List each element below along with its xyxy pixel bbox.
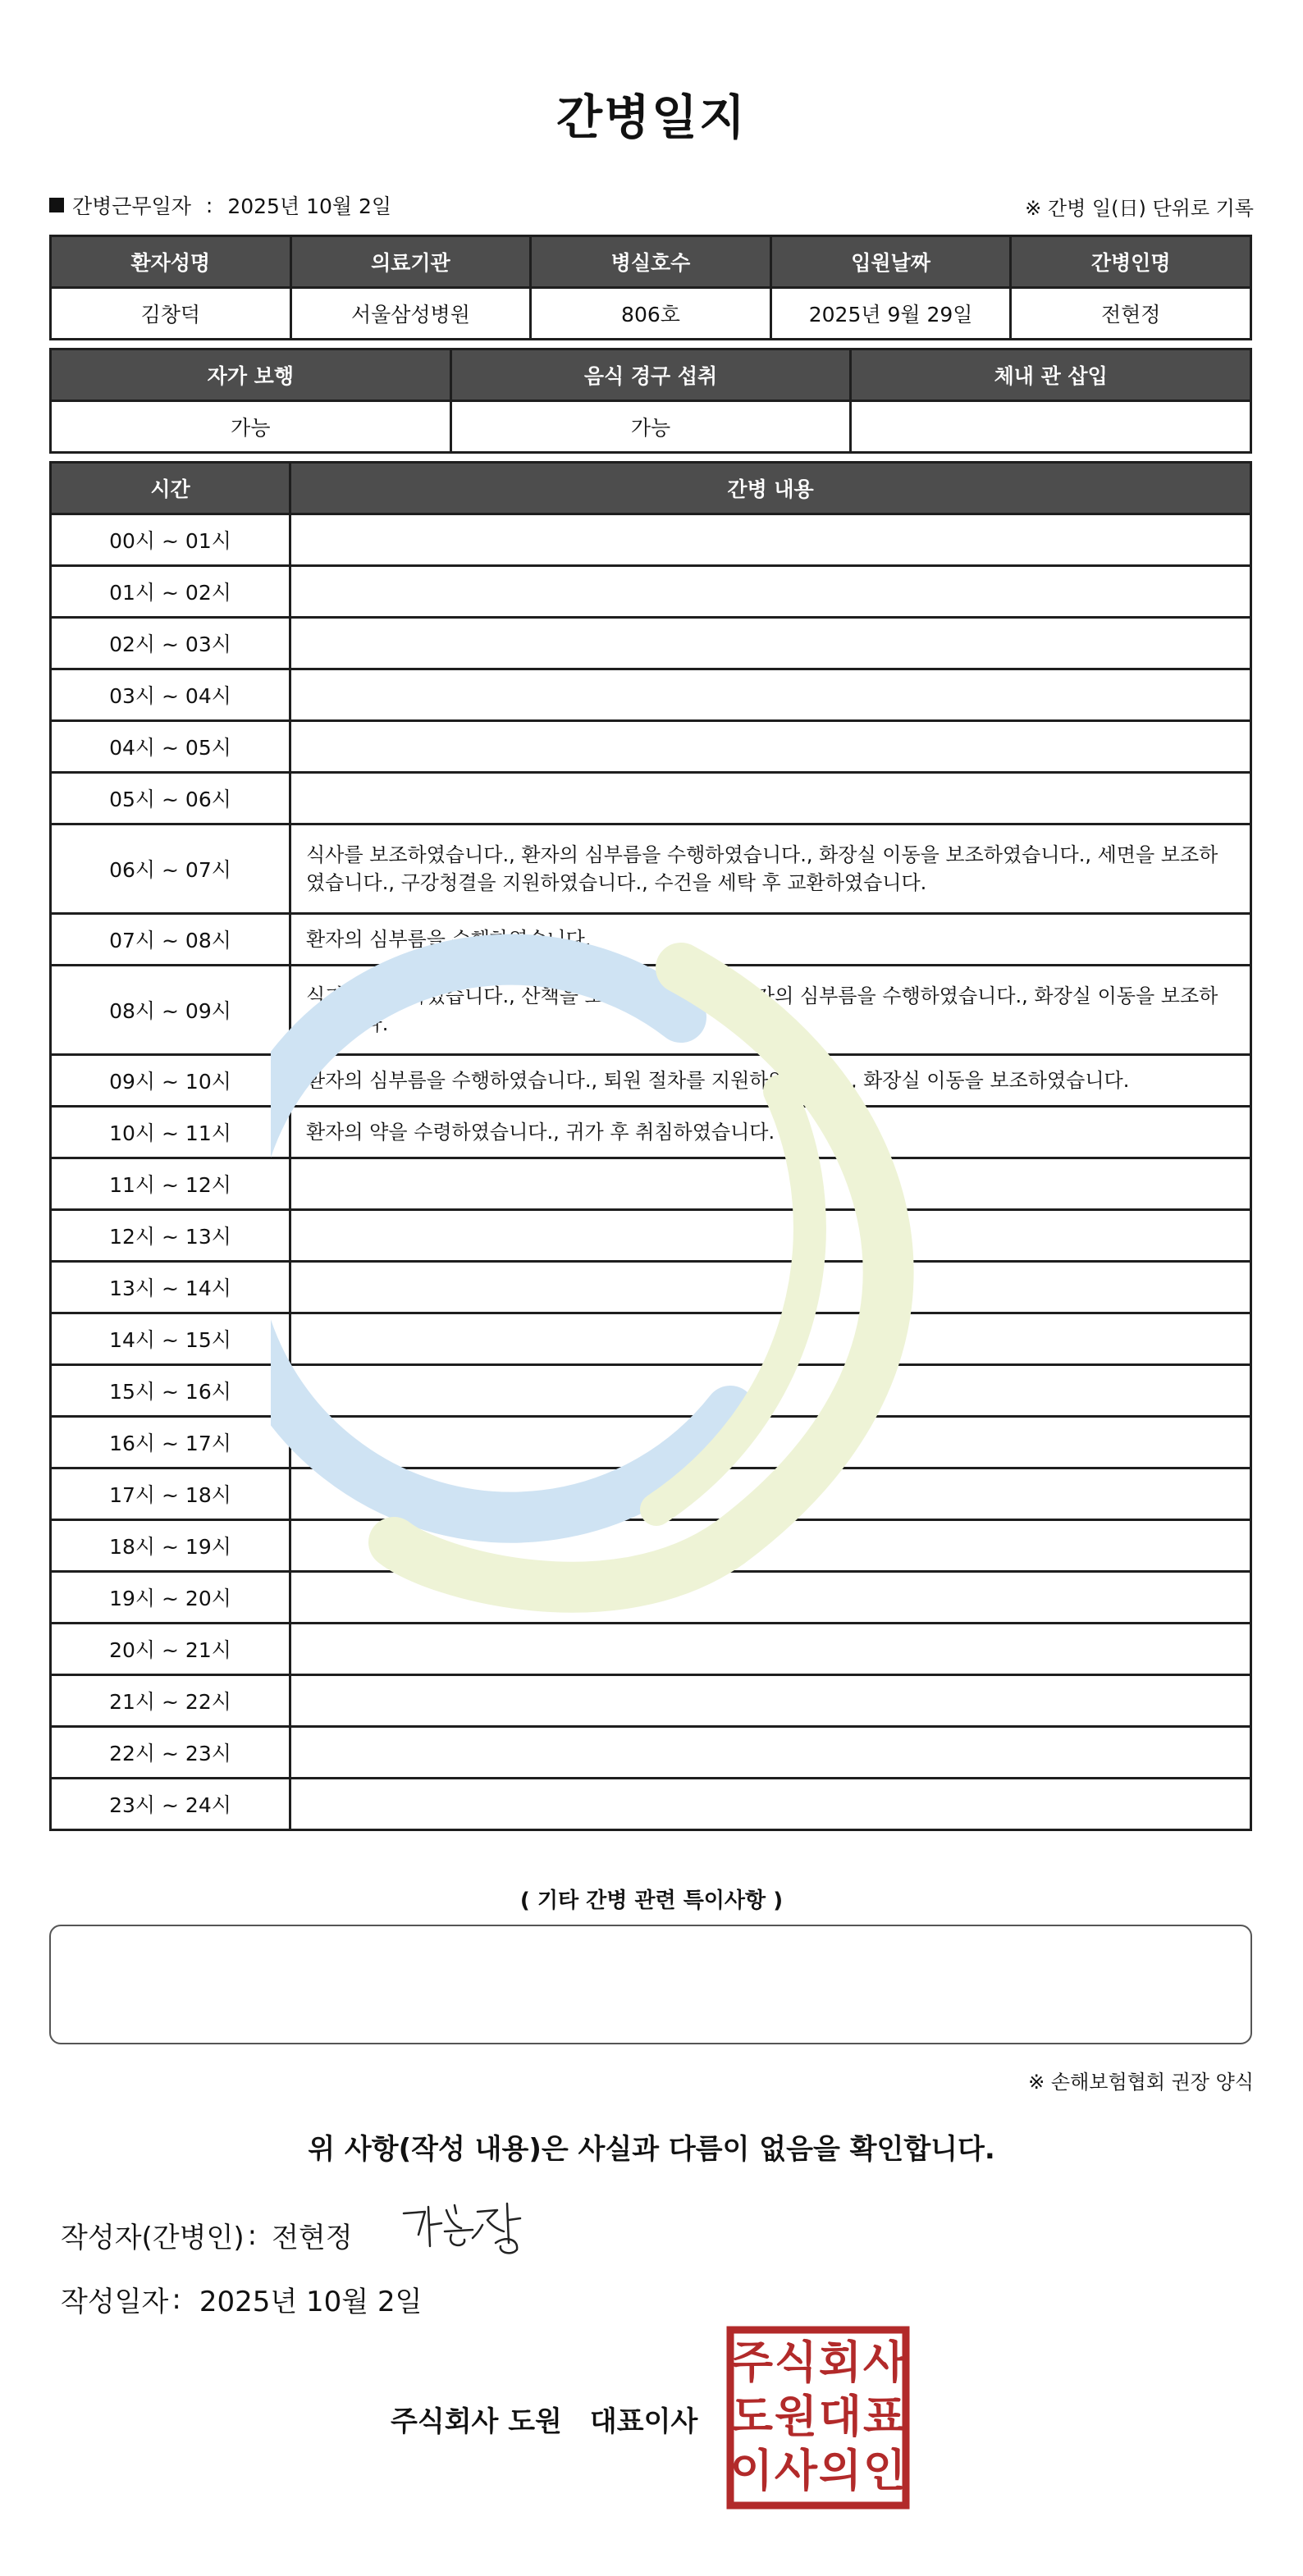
log-content-cell	[290, 721, 1251, 773]
log-time-cell: 11시 ~ 12시	[51, 1158, 290, 1210]
log-content-cell: 환자의 약을 수령하였습니다., 귀가 후 취침하였습니다.	[290, 1107, 1251, 1158]
log-content-cell	[290, 1675, 1251, 1727]
log-row	[51, 514, 1251, 566]
svg-text:인: 인	[862, 2445, 907, 2496]
log-content-cell	[290, 1313, 1251, 1365]
log-time-cell: 05시 ~ 06시	[51, 773, 290, 824]
header-patient-name: 환자성명	[51, 236, 291, 288]
log-time-cell: 22시 ~ 23시	[51, 1727, 290, 1779]
log-row	[51, 1158, 1251, 1210]
written-date-row	[61, 2279, 422, 2319]
log-time-cell: 12시 ~ 13시	[51, 1210, 290, 1262]
patient-name-value: 김창덕	[51, 288, 291, 340]
svg-text:표: 표	[862, 2391, 907, 2442]
tube-insertion-value	[851, 401, 1251, 453]
log-time-cell: 20시 ~ 21시	[51, 1624, 290, 1675]
work-date-label: 간병근무일자	[72, 194, 191, 218]
header-hospital: 의료기관	[290, 236, 531, 288]
log-content-cell: 환자의 심부름을 수행하였습니다.	[290, 914, 1251, 966]
log-row	[51, 966, 1251, 1055]
log-row	[51, 1365, 1251, 1417]
svg-text:대: 대	[818, 2391, 862, 2442]
work-date-value: 2025년 10월 2일	[227, 194, 392, 218]
log-time-cell: 00시 ~ 01시	[51, 514, 290, 566]
log-row	[51, 669, 1251, 721]
log-row	[51, 1675, 1251, 1727]
header-self-walking: 자가 보행	[51, 349, 451, 401]
room-value: 806호	[531, 288, 771, 340]
svg-text:식: 식	[774, 2336, 818, 2388]
log-content-cell	[290, 1572, 1251, 1624]
header-care-content: 간병 내용	[290, 463, 1251, 514]
abilities-header-row	[51, 349, 1251, 401]
svg-text:사: 사	[862, 2336, 907, 2388]
svg-text:원: 원	[774, 2391, 818, 2442]
log-row	[51, 1468, 1251, 1520]
log-row	[51, 1727, 1251, 1779]
log-header-row	[51, 463, 1251, 514]
log-content-cell: 환자의 심부름을 수행하였습니다., 퇴원 절차를 지원하였습니다., 화장실 이동을 보조하였습니다.	[290, 1055, 1251, 1107]
log-row	[51, 1520, 1251, 1572]
svg-text:회: 회	[818, 2336, 862, 2388]
hospital-value: 서울삼성병원	[290, 288, 531, 340]
confirmation-statement: 위 사항(작성 내용)은 사실과 다름이 없음을 확인합니다.	[308, 2133, 995, 2166]
written-date-value: 2025년 10월 2일	[199, 2286, 423, 2318]
log-time-cell: 04시 ~ 05시	[51, 721, 290, 773]
log-content-cell	[290, 1417, 1251, 1468]
patient-info-table	[49, 235, 1252, 340]
writer-name: 전현정	[272, 2222, 353, 2254]
log-content-cell	[290, 1779, 1251, 1830]
log-time-cell: 03시 ~ 04시	[51, 669, 290, 721]
log-time-cell: 01시 ~ 02시	[51, 566, 290, 618]
log-content-cell	[290, 566, 1251, 618]
bullet-square-icon	[49, 198, 64, 212]
signature-image	[397, 2195, 553, 2261]
self-walking-value: 가능	[51, 401, 451, 453]
company-name: 주식회사 도원	[391, 2405, 562, 2438]
log-content-cell	[290, 1727, 1251, 1779]
abilities-table	[49, 348, 1252, 454]
writer-colon: :	[247, 2218, 258, 2252]
writer-row	[61, 2215, 353, 2255]
log-time-cell: 19시 ~ 20시	[51, 1572, 290, 1624]
log-time-cell: 07시 ~ 08시	[51, 914, 290, 966]
log-content-cell	[290, 1210, 1251, 1262]
abilities-value-row	[51, 401, 1251, 453]
hourly-log-table	[49, 461, 1252, 1831]
header-caregiver-name: 간병인명	[1011, 236, 1251, 288]
log-content-cell	[290, 618, 1251, 669]
work-date-row	[49, 190, 391, 220]
header-tube-insertion: 체내 관 삽입	[851, 349, 1251, 401]
log-time-cell: 02시 ~ 03시	[51, 618, 290, 669]
log-content-cell	[290, 1468, 1251, 1520]
log-row	[51, 1779, 1251, 1830]
log-time-cell: 16시 ~ 17시	[51, 1417, 290, 1468]
header-oral-intake: 음식 경구 섭취	[450, 349, 851, 401]
log-content-cell	[290, 1624, 1251, 1675]
standard-note: ※ 손해보험협회 권장 양식	[1028, 2071, 1254, 2094]
log-time-cell: 14시 ~ 15시	[51, 1313, 290, 1365]
log-row	[51, 618, 1251, 669]
log-row	[51, 773, 1251, 824]
log-time-cell: 09시 ~ 10시	[51, 1055, 290, 1107]
log-content-cell: 식기를 반납하였습니다., 산책을 보조하였습니다., 환자의 심부름을 수행하였습니다., 화장실 이동을 보조하였습니다.	[290, 966, 1251, 1055]
log-row	[51, 1107, 1251, 1158]
writer-label: 작성자(간병인)	[61, 2222, 245, 2254]
svg-text:이: 이	[729, 2445, 774, 2496]
oral-intake-value: 가능	[450, 401, 851, 453]
log-time-cell: 10시 ~ 11시	[51, 1107, 290, 1158]
log-time-cell: 21시 ~ 22시	[51, 1675, 290, 1727]
log-content-cell	[290, 773, 1251, 824]
log-row	[51, 824, 1251, 914]
log-content-cell	[290, 1365, 1251, 1417]
patient-info-header-row	[51, 236, 1251, 288]
log-content-cell	[290, 514, 1251, 566]
notes-box	[49, 1925, 1252, 2044]
svg-text:도: 도	[729, 2391, 774, 2442]
caregiver-name-value: 전현정	[1011, 288, 1251, 340]
log-row	[51, 1210, 1251, 1262]
svg-text:주: 주	[729, 2336, 774, 2388]
company-signatory	[391, 2399, 697, 2439]
log-content-cell	[290, 1520, 1251, 1572]
written-date-label: 작성일자	[61, 2286, 169, 2318]
header-room: 병실호수	[531, 236, 771, 288]
notes-title: ( 기타 간병 관련 특이사항 )	[519, 1889, 784, 1913]
admission-date-value: 2025년 9월 29일	[770, 288, 1011, 340]
log-row	[51, 1624, 1251, 1675]
log-body	[51, 514, 1251, 1830]
patient-info-value-row	[51, 288, 1251, 340]
document-title: 간병일지	[555, 89, 748, 145]
unit-note: ※ 간병 일(日) 단위로 기록	[1025, 197, 1254, 220]
log-row	[51, 1572, 1251, 1624]
header-time: 시간	[51, 463, 290, 514]
log-row	[51, 1262, 1251, 1313]
log-content-cell: 식사를 보조하였습니다., 환자의 심부름을 수행하였습니다., 화장실 이동을 보조하였습니다., 세면을 보조하였습니다., 구강청결을 지원하였습니다., 수건을 세탁 후 교환하였습니다.	[290, 824, 1251, 914]
log-row	[51, 1313, 1251, 1365]
log-row	[51, 914, 1251, 966]
log-row	[51, 1055, 1251, 1107]
log-row	[51, 1417, 1251, 1468]
work-date-colon: :	[205, 193, 213, 217]
svg-text:의: 의	[818, 2445, 862, 2496]
log-content-cell	[290, 669, 1251, 721]
log-time-cell: 06시 ~ 07시	[51, 824, 290, 914]
log-time-cell: 18시 ~ 19시	[51, 1520, 290, 1572]
header-admission-date: 입원날짜	[770, 236, 1011, 288]
log-time-cell: 13시 ~ 14시	[51, 1262, 290, 1313]
log-time-cell: 15시 ~ 16시	[51, 1365, 290, 1417]
log-time-cell: 23시 ~ 24시	[51, 1779, 290, 1830]
log-time-cell: 17시 ~ 18시	[51, 1468, 290, 1520]
log-time-cell: 08시 ~ 09시	[51, 966, 290, 1055]
svg-text:사: 사	[774, 2445, 818, 2496]
log-content-cell	[290, 1262, 1251, 1313]
company-representative-title: 대표이사	[589, 2405, 698, 2438]
log-row	[51, 721, 1251, 773]
log-content-cell	[290, 1158, 1251, 1210]
written-date-colon: :	[171, 2282, 181, 2316]
company-seal-stamp	[725, 2325, 911, 2510]
log-row	[51, 566, 1251, 618]
